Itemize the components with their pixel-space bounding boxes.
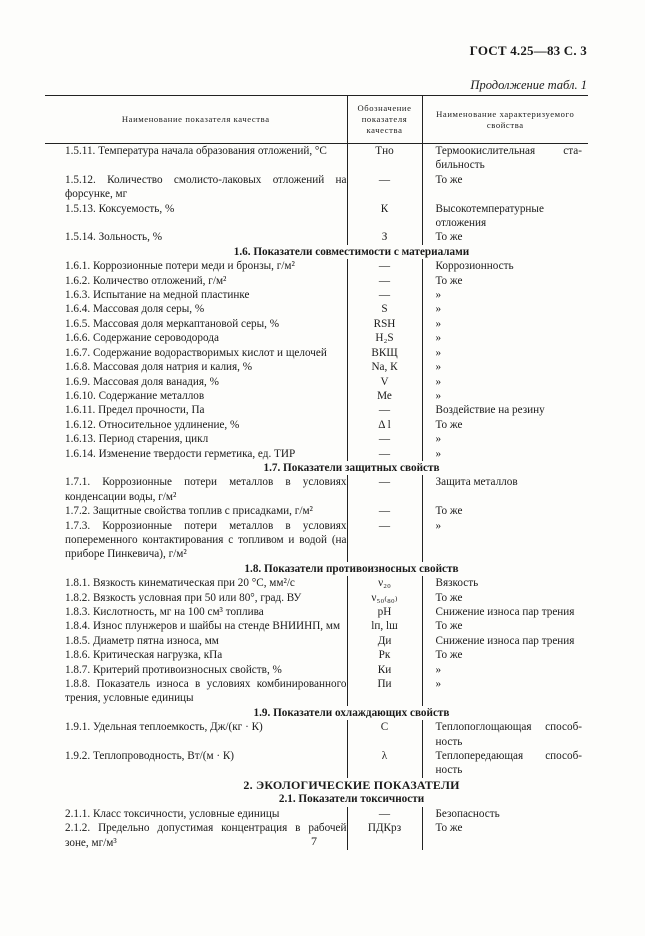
indicator-symbol: — — [347, 447, 422, 461]
table-row — [45, 288, 588, 302]
table-row — [45, 720, 588, 749]
characterized-property: Высокотемпературные отложения — [435, 202, 544, 230]
indicator-name: 1.8.4. Износ плунжеров и шайбы на стенде ВНИИНП, мм — [65, 620, 341, 633]
table-row — [45, 807, 588, 821]
characterized-property: » — [435, 346, 442, 359]
section-heading: 1.8. Показатели противоизносных свойств — [244, 562, 459, 575]
table-row — [45, 663, 588, 677]
indicator-symbol: Тно — [347, 144, 422, 173]
indicator-symbol: Ки — [347, 663, 422, 677]
characterized-property: Снижение износа пар трения — [435, 606, 575, 618]
table-row — [45, 144, 588, 173]
indicator-symbol: Δ l — [347, 418, 422, 432]
characterized-property: » — [435, 519, 442, 532]
indicator-name: 1.6.1. Коррозионные потери меди и бронзы, г/м² — [65, 260, 295, 273]
quality-indicators-table — [45, 95, 588, 850]
indicator-name: 1.6.9. Массовая доля ванадия, % — [65, 375, 219, 388]
indicator-symbol: RSH — [347, 317, 422, 331]
characterized-property: То же — [435, 231, 463, 244]
indicator-symbol: Na, К — [347, 360, 422, 374]
indicator-name: 1.7.3. Коррозионные потери металлов в условиях попеременного контактирования с топливом и водой (на приборе Пинкевича), г/м² — [65, 519, 347, 561]
indicator-symbol: lп, lш — [347, 619, 422, 633]
indicator-symbol: Ме — [347, 389, 422, 403]
characterized-property: Воздействие на резину — [435, 404, 545, 417]
characterized-property: То же — [435, 418, 463, 431]
characterized-property: » — [435, 447, 442, 460]
characterized-property: Термоокислительная стабильность — [435, 145, 582, 172]
indicator-symbol: — — [347, 807, 422, 821]
indicator-symbol: — — [347, 274, 422, 288]
indicator-name: 1.6.14. Изменение твердости герметика, ед. ТИР — [65, 447, 296, 460]
characterized-property: Безопасность — [435, 807, 500, 820]
indicator-symbol: — — [347, 288, 422, 302]
indicator-name: 1.6.12. Относительное удлинение, % — [65, 418, 240, 431]
table-row — [45, 605, 588, 619]
indicator-name: 2.1.1. Класс токсичности, условные единицы — [65, 807, 280, 820]
column-header-symbol: Обозначение показателя качества — [347, 96, 422, 144]
indicator-symbol: Пи — [347, 677, 422, 706]
indicator-name: 1.6.3. Испытание на медной пластинке — [65, 289, 250, 302]
table-row — [45, 389, 588, 403]
indicator-symbol: С — [347, 720, 422, 749]
indicator-symbol: К — [347, 202, 422, 231]
characterized-property: » — [435, 678, 442, 691]
indicator-symbol: S — [347, 302, 422, 316]
table-row — [45, 504, 588, 518]
table-row — [45, 403, 588, 417]
section-heading-row — [45, 792, 588, 806]
indicator-symbol: рН — [347, 605, 422, 619]
table-row — [45, 302, 588, 316]
table-row — [45, 375, 588, 389]
table-row — [45, 418, 588, 432]
section-heading-row — [45, 706, 588, 720]
indicator-name: 1.6.4. Массовая доля серы, % — [65, 303, 205, 316]
indicator-name: 1.8.2. Вязкость условная при 50 или 80°, град. ВУ — [65, 591, 302, 604]
characterized-property: » — [435, 433, 442, 446]
chapter-heading-row — [45, 778, 588, 792]
indicator-name: 1.6.11. Предел прочности, Па — [65, 404, 205, 417]
table-row — [45, 202, 588, 231]
indicator-symbol: V — [347, 375, 422, 389]
characterized-property: » — [435, 361, 442, 374]
indicator-symbol: Рк — [347, 648, 422, 662]
table-row — [45, 259, 588, 273]
table-row — [45, 346, 588, 360]
indicator-name: 1.9.1. Удельная теплоемкость, Дж/(кг · К) — [65, 721, 263, 734]
table-row — [45, 274, 588, 288]
characterized-property: » — [435, 375, 442, 388]
indicator-name: 1.8.6. Критическая нагрузка, кПа — [65, 649, 223, 662]
indicator-name: 1.6.7. Содержание водорастворимых кислот и щелочей — [65, 346, 327, 359]
table-row — [45, 447, 588, 461]
indicator-name: 1.5.13. Коксуемость, % — [65, 202, 175, 215]
table-row — [45, 173, 588, 202]
table-row — [45, 360, 588, 374]
document-header: ГОСТ 4.25—83 С. 3 — [469, 43, 587, 58]
section-heading: 1.7. Показатели защитных свойств — [263, 461, 440, 474]
indicator-symbol: — — [347, 403, 422, 417]
indicator-symbol: — — [347, 504, 422, 518]
characterized-property: То же — [435, 591, 463, 604]
characterized-property: То же — [435, 620, 463, 633]
section-heading-row — [45, 461, 588, 475]
indicator-name: 1.5.12. Количество смолисто-лаковых отложений на форсунке, мг — [65, 173, 347, 201]
characterized-property: То же — [435, 505, 463, 518]
chapter-heading: 2. ЭКОЛОГИЧЕСКИЕ ПОКАЗАТЕЛИ — [243, 777, 460, 792]
indicator-symbol: — — [347, 475, 422, 504]
indicator-name: 1.6.6. Содержание сероводорода — [65, 332, 219, 345]
indicator-name: 1.7.2. Защитные свойства топлив с присадками, г/м² — [65, 505, 313, 518]
indicator-name: 1.6.8. Массовая доля натрия и калия, % — [65, 361, 253, 374]
section-heading: 1.9. Показатели охлаждающих свойств — [253, 706, 450, 719]
indicator-name: 1.6.13. Период старения, цикл — [65, 433, 209, 446]
section-heading: 1.6. Показатели совместимости с материалами — [233, 245, 470, 258]
table-row — [45, 677, 588, 706]
table-row — [45, 317, 588, 331]
indicator-name: 1.8.7. Критерий противоизносных свойств, % — [65, 663, 282, 676]
table-row — [45, 619, 588, 633]
indicator-name: 1.8.5. Диаметр пятна износа, мм — [65, 634, 219, 647]
indicator-name: 1.5.11. Температура начала образования отложений, °С — [65, 145, 327, 157]
characterized-property: Теплопередающая способность — [435, 750, 582, 777]
section-heading: 2.1. Показатели токсичности — [278, 793, 425, 806]
characterized-property: Вязкость — [435, 577, 479, 590]
characterized-property: То же — [435, 649, 463, 662]
indicator-name: 1.8.3. Кислотность, мг на 100 см³ топлива — [65, 606, 264, 618]
indicator-symbol: — — [347, 519, 422, 562]
table-body — [45, 144, 588, 850]
table-row — [45, 591, 588, 605]
characterized-property: Защита металлов — [435, 476, 518, 489]
indicator-name: 1.6.10. Содержание металлов — [65, 389, 205, 402]
characterized-property: Коррозионность — [435, 260, 514, 273]
table-row — [45, 475, 588, 504]
indicator-symbol: — — [347, 173, 422, 202]
characterized-property: » — [435, 289, 442, 302]
indicator-name: 1.9.2. Теплопроводность, Вт/(м · К) — [65, 750, 235, 763]
characterized-property: То же — [435, 822, 463, 835]
column-header-name: Наименование показателя качества — [45, 96, 347, 144]
characterized-property: » — [435, 389, 442, 402]
indicator-symbol: λ — [347, 749, 422, 778]
indicator-name: 1.8.8. Показатель износа в условиях комбинированного трения, условные единицы — [65, 678, 347, 705]
table-row — [45, 230, 588, 244]
indicator-symbol: — — [347, 259, 422, 273]
characterized-property: » — [435, 663, 442, 676]
column-header-property: Наименование характеризуемого свойства — [422, 96, 588, 144]
table-row — [45, 749, 588, 778]
characterized-property: » — [435, 303, 442, 316]
indicator-symbol: ν₂₀ — [347, 576, 422, 590]
indicator-symbol: З — [347, 230, 422, 244]
table-continuation-note: Продолжение табл. 1 — [470, 78, 587, 92]
indicator-symbol: H₂S — [347, 331, 422, 345]
table-row — [45, 648, 588, 662]
characterized-property: » — [435, 317, 442, 330]
indicator-name: 1.6.5. Массовая доля меркаптановой серы, % — [65, 317, 280, 330]
section-heading-row — [45, 245, 588, 259]
table-row — [45, 432, 588, 446]
table-row — [45, 519, 588, 562]
table-row — [45, 331, 588, 345]
characterized-property: Теплопоглощающая способность — [435, 721, 582, 748]
indicator-name: 2.1.2. Предельно допустимая концентрация в рабочей зоне, мг/м³ — [65, 822, 347, 849]
indicator-symbol: — — [347, 432, 422, 446]
characterized-property: То же — [435, 173, 463, 186]
indicator-name: 1.7.1. Коррозионные потери металлов в условиях конденсации воды, г/м² — [65, 476, 347, 503]
indicator-symbol: ВКЩ — [347, 346, 422, 360]
table-row — [45, 634, 588, 648]
page-number: 7 — [311, 834, 317, 848]
table-header-row — [45, 96, 588, 144]
indicator-name: 1.5.14. Зольность, % — [65, 231, 163, 244]
table-row — [45, 576, 588, 590]
characterized-property: » — [435, 332, 442, 345]
characterized-property: Снижение износа пар трения — [435, 634, 575, 647]
indicator-symbol: ПДКрз — [347, 821, 422, 850]
indicator-name: 1.6.2. Количество отложений, г/м² — [65, 274, 227, 287]
section-heading-row — [45, 562, 588, 576]
indicator-symbol: Ди — [347, 634, 422, 648]
indicator-symbol: ν₅₀₍₈₀₎ — [347, 591, 422, 605]
characterized-property: То же — [435, 274, 463, 287]
indicator-name: 1.8.1. Вязкость кинематическая при 20 °С, мм²/с — [65, 577, 295, 590]
